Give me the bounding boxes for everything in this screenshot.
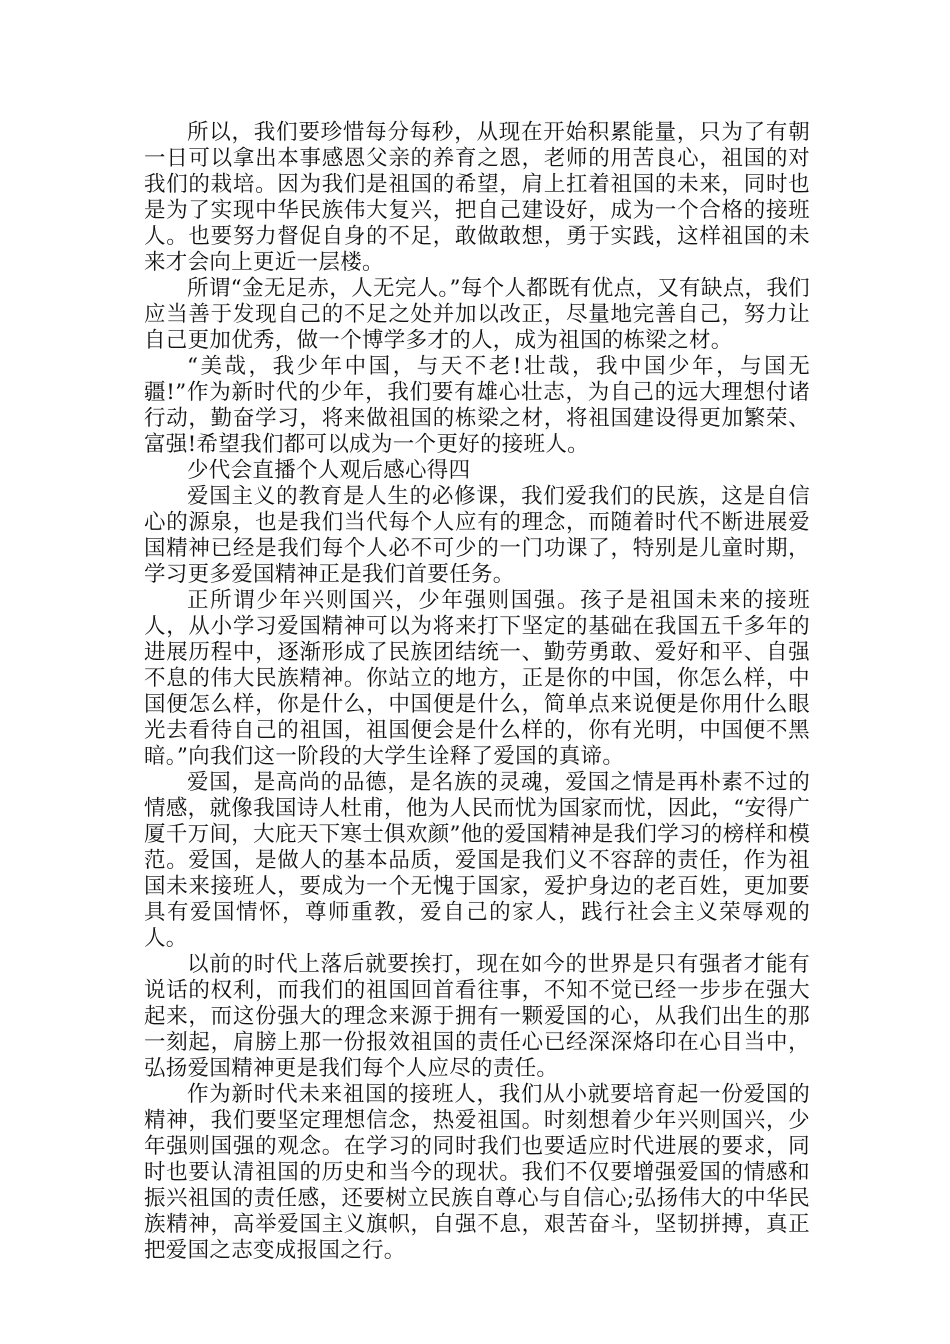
paragraph-strength: 以前的时代上落后就要挨打，现在如今的世界是只有强者才能有说话的权利，而我们的祖国回首看往事，不知不觉已经一步步在强大起来，而这份强大的理念来源于拥有一颗爱国的心，从我们出生的那一刻起，肩膀上那一份报效祖国的责任心已经深深烙印在心目当中，弘扬爱国精神更是我们每个人应尽的责任。 [144,952,810,1081]
paragraph-nobody-perfect: 所谓“金无足赤，人无完人。”每个人都既有优点，又有缺点，我们应当善于发现自己的不足之处并加以改正，尽量地完善自己，努力让自己更加优秀，做一个博学多才的人，成为祖国的栋梁之材。 [144,276,810,353]
paragraph-new-era-successor: 作为新时代未来祖国的接班人，我们从小就要培育起一份爱国的精神，我们要坚定理想信念，热爱祖国。时刻想着少年兴则国兴，少年强则国强的观念。在学习的同时我们也要适应时代进展的要求，同时也要认清祖国的历史和当今的现状。我们不仅要增强爱国的情感和振兴祖国的责任感，还要树立民族自尊心与自信心;弘扬伟大的中华民族精神，高举爱国主义旗帜，自强不息，艰苦奋斗，坚韧拼搏，真正把爱国之志变成报国之行。 [144,1082,810,1263]
paragraph-youth-strong: 正所谓少年兴则国兴，少年强则国强。孩子是祖国未来的接班人，从小学习爱国精神可以为将来打下坚定的基础在我国五千多年的进展历程中，逐渐形成了民族团结统一、勤劳勇敢、爱好和平、自强不息的伟大民族精神。你站立的地方，正是你的中国，你怎么样，中国便怎么样，你是什么，中国便是什么，简单点来说便是你用什么眼光去看待自己的祖国，祖国便会是什么样的，你有光明，中国便不黑暗。”向我们这一阶段的大学生诠释了爱国的真谛。 [144,588,810,769]
paragraph-cherish-time: 所以，我们要珍惜每分每秒，从现在开始积累能量，只为了有朝一日可以拿出本事感恩父亲的养育之恩，老师的用苦良心，祖国的对我们的栽培。因为我们是祖国的希望，肩上扛着祖国的未来，同时也是为了实现中华民族伟大复兴，把自己建设好，成为一个合格的接班人。也要努力督促自身的不足，敢做敢想，勇于实践，这样祖国的未来才会向上更近一层楼。 [144,120,810,275]
paragraph-young-china: “美哉，我少年中国，与天不老!壮哉，我中国少年，与国无疆!”作为新时代的少年，我们要有雄心壮志，为自己的远大理想付诸行动，勤奋学习，将来做祖国的栋梁之材，将祖国建设得更加繁荣、富强!希望我们都可以成为一个更好的接班人。 [144,354,810,457]
section-heading: 少代会直播个人观后感心得四 [187,458,471,483]
paragraph-patriotic-education: 爱国主义的教育是人生的必修课，我们爱我们的民族，这是自信心的源泉，也是我们当代每个人应有的理念，而随着时代不断进展爱国精神已经是我们每个人必不可少的一门功课了，特别是儿童时期，学习更多爱国精神正是我们首要任务。 [144,484,810,587]
document-body [144,120,810,1264]
paragraph-patriotism-virtue: 爱国，是高尚的品德，是名族的灵魂，爱国之情是再朴素不过的情感，就像我国诗人杜甫，他为人民而忧为国家而忧，因此，“安得广厦千万间，大庇天下寒士俱欢颜”他的爱国精神是我们学习的榜样和模范。爱国，是做人的基本品质，爱国是我们义不容辞的责任，作为祖国未来接班人，要成为一个无愧于国家，爱护身边的老百姓，更加要具有爱国情怀，尊师重教，爱自己的家人，践行社会主义荣辱观的人。 [144,770,810,951]
